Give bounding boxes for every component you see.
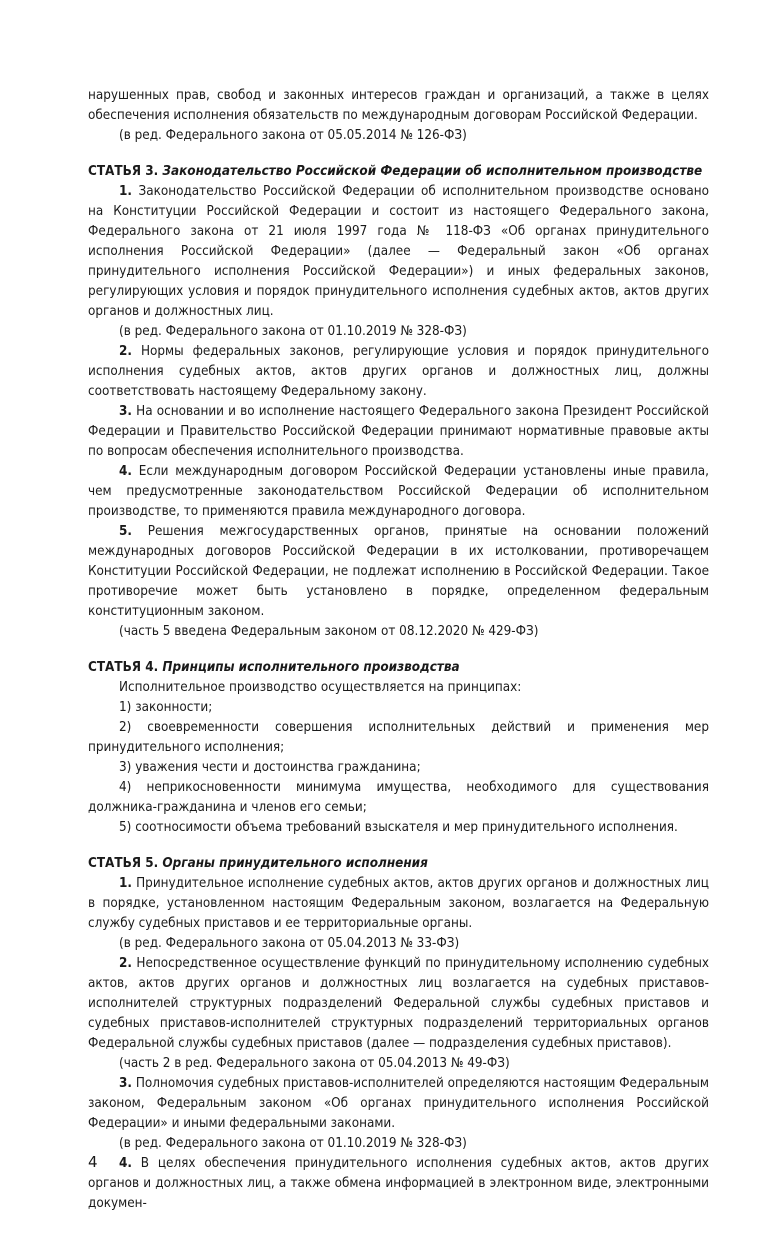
paragraph-text: Решения межгосударственных органов, принятые на основании положений международных договоров Российской Федерации в их истолковании, противоречащем Конституции Российской Федерации, не подлежат исполнению в Российской Федерации. Такое противоречие может быть установлено в порядке, определенном федеральным конституционным законом. xyxy=(88,524,709,619)
paragraph xyxy=(88,402,709,462)
paragraph-text: Если международным договором Российской Федерации установлены иные правила, чем предусмотренные законодательством Российской Федерации об исполнительном производстве, то применяются правила международного договора. xyxy=(88,464,709,519)
list-item: 5) соотносимости объема требований взыскателя и мер принудительного исполнения. xyxy=(119,820,678,835)
page-number: 4 xyxy=(88,1153,98,1171)
paragraph xyxy=(88,954,709,1054)
paragraph-number: 3. xyxy=(119,404,132,419)
article-5 xyxy=(88,854,709,1214)
paragraph-number: 5. xyxy=(119,524,132,539)
paragraph-text: Принудительное исполнение судебных актов, актов других органов и должностных лиц в порядке, установленном настоящим Федеральным законом, возлагается на Федеральную службу судебных приставов и ее территориальные органы. xyxy=(88,876,709,931)
amendment-note: (в ред. Федерального закона от 05.05.2014 № 126-ФЗ) xyxy=(119,128,467,143)
paragraph-number: 4. xyxy=(119,1156,132,1171)
paragraph-text: В целях обеспечения принудительного исполнения судебных актов, актов других органов и должностных лиц, а также обмена информацией в электронном виде, электронными докумен- xyxy=(88,1156,710,1211)
list-item: 2) своевременности совершения исполнительных действий и применения мер принудительного исполнения; xyxy=(88,720,709,755)
paragraph-text: Законодательство Российской Федерации об исполнительном производстве основано на Конституции Российской Федерации и состоит из настоящего Федерального закона, Федерального закона от 21 июля 1997 года № 118-ФЗ «Об органах принудительного исполнения Российской Федерации» (далее — Федеральный закон «Об органах принудительного исполнения Российской Федерации») и иных федеральных законов, регулирующих условия и порядок принудительного исполнения судебных актов, актов других органов и должностных лиц. xyxy=(88,184,710,319)
list-intro: Исполнительное производство осуществляется на принципах: xyxy=(119,680,522,695)
article-3 xyxy=(88,162,709,642)
list-item: 3) уважения чести и достоинства гражданина; xyxy=(119,760,421,775)
article-label: СТАТЬЯ 3. xyxy=(88,164,159,179)
article-title: Принципы исполнительного производства xyxy=(162,660,460,675)
paragraph-text: Непосредственное осуществление функций по принудительному исполнению судебных актов, актов других органов и должностных лиц возлагается на судебных приставов-исполнителей структурных подразделений Федеральной службы судебных приставов и судебных приставов-исполнителей структурных подразделений территориальных органов Федеральной службы судебных приставов (далее — подразделения судебных приставов). xyxy=(88,956,710,1051)
amendment-note: (часть 2 в ред. Федерального закона от 05.04.2013 № 49-ФЗ) xyxy=(119,1056,510,1071)
amendment-note: (в ред. Федерального закона от 05.04.2013 № 33-ФЗ) xyxy=(119,936,460,951)
paragraph-text: Нормы федеральных законов, регулирующие условия и порядок принудительного исполнения судебных актов, актов других органов и должностных лиц, должны соответствовать настоящему Федеральному закону. xyxy=(88,344,709,399)
amendment-note: (в ред. Федерального закона от 01.10.2019 № 328-ФЗ) xyxy=(119,1136,467,1151)
article-title: Органы принудительного исполнения xyxy=(162,856,428,871)
amendment-note: (часть 5 введена Федеральным законом от 08.12.2020 № 429-ФЗ) xyxy=(119,624,539,639)
paragraph-number: 4. xyxy=(119,464,132,479)
article-4 xyxy=(88,658,709,838)
paragraph-number: 1. xyxy=(119,184,132,199)
paragraph xyxy=(88,342,709,402)
article-4-heading xyxy=(88,658,709,678)
article-label: СТАТЬЯ 5. xyxy=(88,856,159,871)
paragraph xyxy=(88,1074,709,1134)
paragraph xyxy=(88,182,709,322)
article-3-heading xyxy=(88,162,709,182)
article-label: СТАТЬЯ 4. xyxy=(88,660,159,675)
paragraph xyxy=(88,874,709,934)
paragraph-number: 3. xyxy=(119,1076,132,1091)
paragraph-text: Полномочия судебных приставов-исполнителей определяются настоящим Федеральным законом, Федеральным законом «Об органах принудительного исполнения Российской Федерации» и иными федеральными законами. xyxy=(88,1076,709,1131)
paragraph xyxy=(88,462,709,522)
paragraph-number: 2. xyxy=(119,956,132,971)
paragraph-number: 1. xyxy=(119,876,132,891)
article-5-heading xyxy=(88,854,709,874)
list-item: 1) законности; xyxy=(119,700,213,715)
document-page xyxy=(88,86,709,1214)
paragraph xyxy=(88,522,709,622)
article-title: Законодательство Российской Федерации об исполнительном производстве xyxy=(162,164,703,179)
paragraph-number: 2. xyxy=(119,344,132,359)
list-item: 4) неприкосновенности минимума имущества, необходимого для существования должника-гражданина и членов его семьи; xyxy=(88,780,709,815)
intro-text: нарушенных прав, свобод и законных интересов граждан и организаций, а также в целях обеспечения исполнения обязательств по международным договорам Российской Федерации. xyxy=(88,88,709,123)
amendment-note: (в ред. Федерального закона от 01.10.2019 № 328-ФЗ) xyxy=(119,324,467,339)
paragraph xyxy=(88,1154,709,1214)
paragraph-text: На основании и во исполнение настоящего Федерального закона Президент Российской Федерации и Правительство Российской Федерации принимают нормативные правовые акты по вопросам обеспечения исполнительного производства. xyxy=(88,404,710,459)
